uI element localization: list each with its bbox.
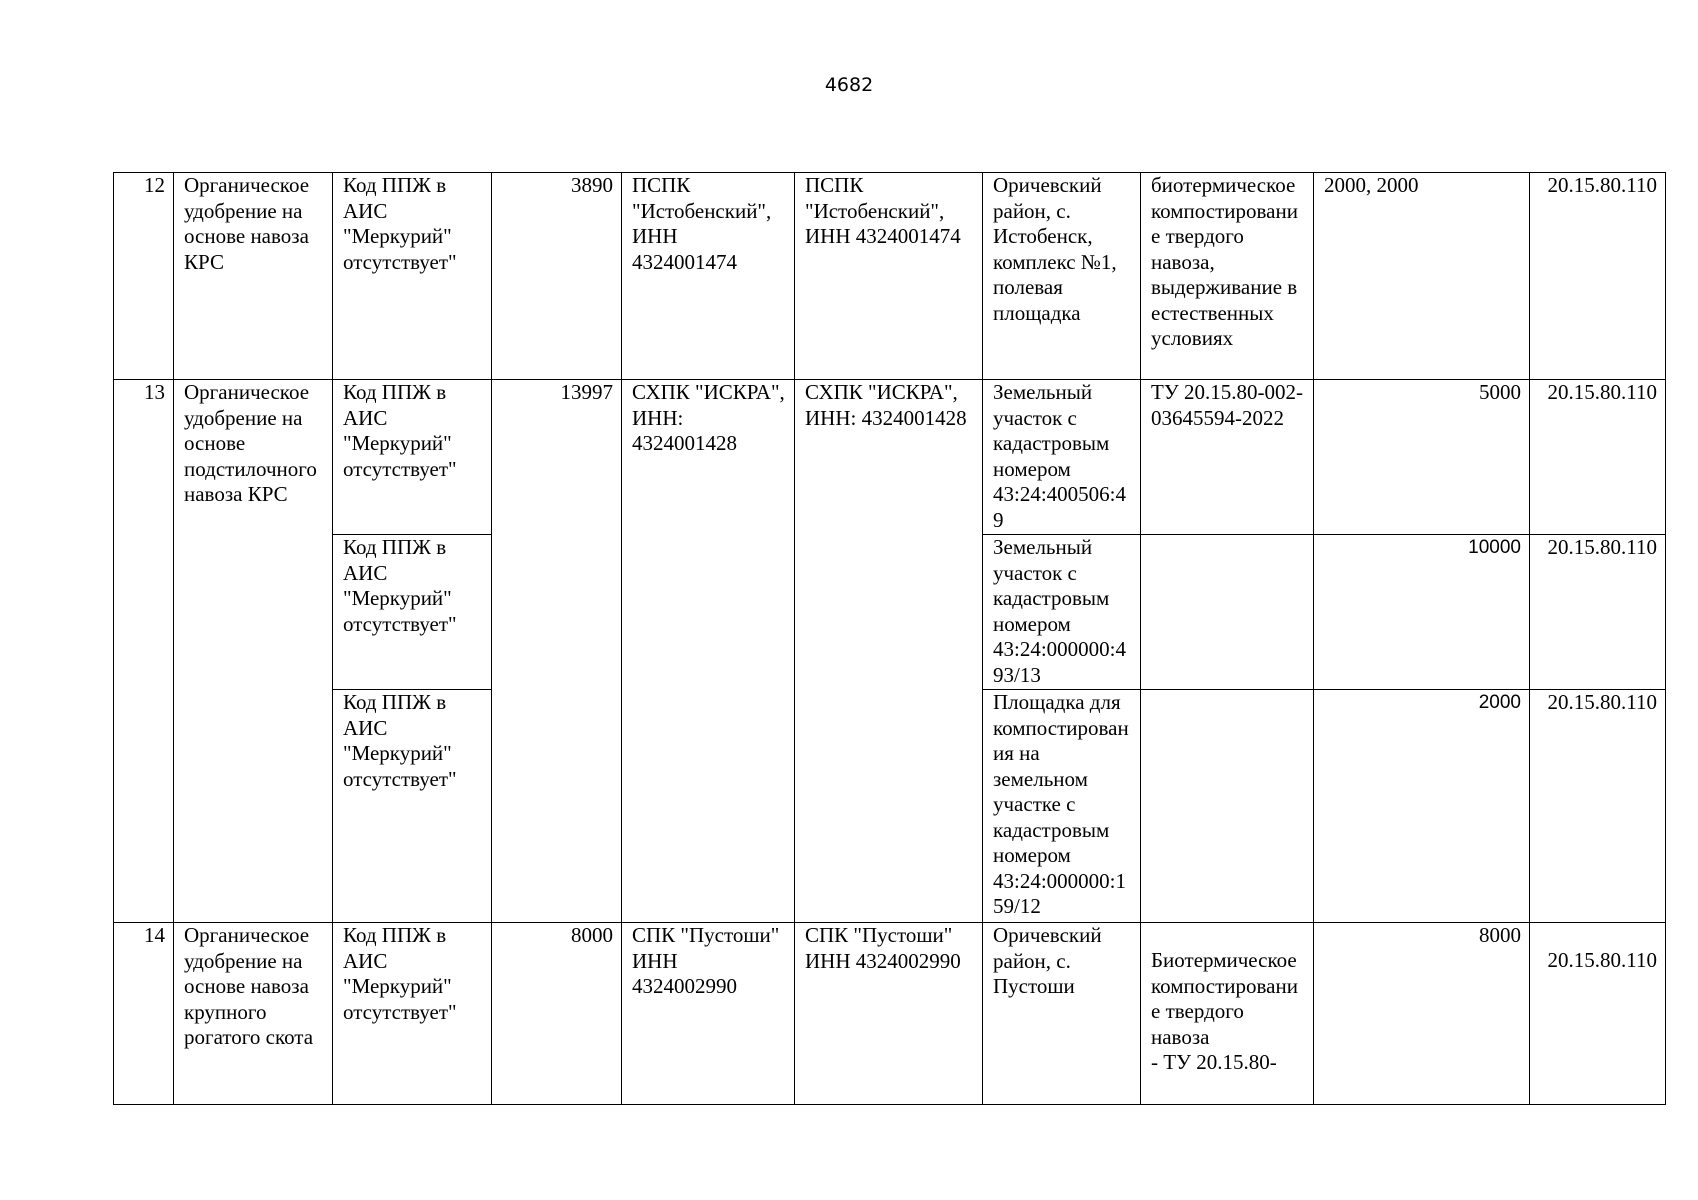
amount: 2000 xyxy=(1314,690,1530,923)
row-number: 14 xyxy=(114,923,174,1105)
amount: 5000 xyxy=(1314,380,1530,535)
amount: 8000 xyxy=(1314,923,1530,1105)
mercury-code: Код ППЖ в АИС "Меркурий" отсутствует" xyxy=(333,380,492,535)
location: Земельный участок с кадастровым номером 43:24:400506:49 xyxy=(983,380,1141,535)
mercury-code: Код ППЖ в АИС "Меркурий" отсутствует" xyxy=(333,173,492,380)
location: Земельный участок с кадастровым номером 43:24:000000:493/13 xyxy=(983,535,1141,690)
amount: 2000, 2000 xyxy=(1314,173,1530,380)
mercury-code: Код ППЖ в АИС "Меркурий" отсутствует" xyxy=(333,923,492,1105)
okpd-code: 20.15.80.110 xyxy=(1530,173,1666,380)
registry-table xyxy=(113,172,1666,1105)
method: ТУ 20.15.80-002-03645594-2022 xyxy=(1141,380,1314,535)
owner: ПСПК "Истобенский", ИНН 4324001474 xyxy=(795,173,983,380)
table-row-12 xyxy=(114,173,1666,380)
producer: СПК "Пустоши" ИНН 4324002990 xyxy=(622,923,795,1105)
method-empty xyxy=(1141,690,1314,923)
method-cell xyxy=(1141,923,1314,1105)
okpd-code: 20.15.80.110 xyxy=(1530,535,1666,690)
product-name: Органическое удобрение на основе подстилочного навоза КРС xyxy=(174,380,333,923)
volume: 3890 xyxy=(492,173,622,380)
okpd-code: 20.15.80.110 xyxy=(1530,380,1666,535)
location: Оричевский район, с. Пустоши xyxy=(983,923,1141,1105)
product-name: Органическое удобрение на основе навоза КРС xyxy=(174,173,333,380)
table-row-14 xyxy=(114,923,1666,1105)
okpd-code: 20.15.80.110 xyxy=(1547,948,1657,972)
volume: 13997 xyxy=(492,380,622,923)
method: Биотермическое компостирование твердого навоза - ТУ 20.15.80- xyxy=(1151,948,1298,1074)
location: Оричевский район, с. Истобенск, комплекс №1, полевая площадка xyxy=(983,173,1141,380)
mercury-code: Код ППЖ в АИС "Меркурий" отсутствует" xyxy=(333,690,492,923)
producer: СХПК "ИСКРА", ИНН: 4324001428 xyxy=(622,380,795,923)
method: биотермическое компостирование твердого навоза, выдерживание в естественных условиях xyxy=(1141,173,1314,380)
location: Площадка для компостирования на земельном участке с кадастровым номером 43:24:000000:159/12 xyxy=(983,690,1141,923)
page-number: 4682 xyxy=(824,74,874,96)
producer: ПСПК "Истобенский", ИНН 4324001474 xyxy=(622,173,795,380)
amount: 10000 xyxy=(1314,535,1530,690)
owner: СХПК "ИСКРА", ИНН: 4324001428 xyxy=(795,380,983,923)
method-empty xyxy=(1141,535,1314,690)
table-row-13 xyxy=(114,380,1666,535)
product-name: Органическое удобрение на основе навоза крупного рогатого скота xyxy=(174,923,333,1105)
okpd-code: 20.15.80.110 xyxy=(1530,690,1666,923)
row-number: 12 xyxy=(114,173,174,380)
okpd-cell xyxy=(1530,923,1666,1105)
row-number: 13 xyxy=(114,380,174,923)
mercury-code: Код ППЖ в АИС "Меркурий" отсутствует" xyxy=(333,535,492,690)
volume: 8000 xyxy=(492,923,622,1105)
owner: СПК "Пустоши" ИНН 4324002990 xyxy=(795,923,983,1105)
